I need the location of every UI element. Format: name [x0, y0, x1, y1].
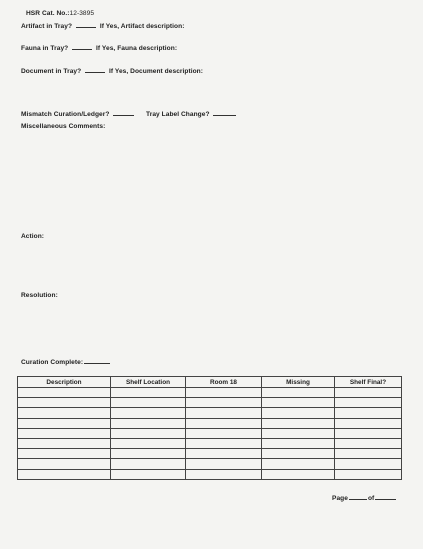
inventory-table	[17, 376, 402, 480]
document-description-label: If Yes, Document description:	[108, 68, 204, 75]
table-cell-room-18[interactable]	[186, 398, 262, 408]
table-cell-description[interactable]	[18, 408, 111, 418]
table-cell-description[interactable]	[18, 469, 111, 479]
resolution-label: Resolution:	[21, 292, 58, 299]
page-total-blank[interactable]	[375, 493, 396, 500]
table-cell-description[interactable]	[18, 438, 111, 448]
table-cell-shelf-final[interactable]	[335, 449, 402, 459]
fauna-in-tray-blank[interactable]	[72, 43, 92, 50]
column-header-room-18: Room 18	[186, 377, 262, 388]
table-cell-shelf-final[interactable]	[335, 418, 402, 428]
table-cell-missing[interactable]	[262, 408, 335, 418]
table-cell-shelf-location[interactable]	[111, 438, 186, 448]
artifact-description-label: If Yes, Artifact description:	[99, 23, 185, 30]
table-cell-room-18[interactable]	[186, 438, 262, 448]
column-header-shelf-final: Shelf Final?	[335, 377, 402, 388]
tray-label-change-blank[interactable]	[213, 109, 236, 116]
document-in-tray-blank[interactable]	[85, 66, 105, 73]
page-label: Page	[332, 495, 348, 502]
table-cell-shelf-final[interactable]	[335, 388, 402, 398]
page-number-blank[interactable]	[349, 493, 367, 500]
table-cell-missing[interactable]	[262, 398, 335, 408]
table-cell-missing[interactable]	[262, 438, 335, 448]
table-cell-shelf-location[interactable]	[111, 469, 186, 479]
misc-comments-label: Miscellaneous Comments:	[21, 123, 106, 130]
table-row	[18, 398, 402, 408]
table-cell-missing[interactable]	[262, 459, 335, 469]
action-label: Action:	[21, 233, 45, 240]
table-cell-description[interactable]	[18, 398, 111, 408]
curation-complete-label: Curation Complete:	[21, 359, 84, 366]
column-header-missing: Missing	[262, 377, 335, 388]
table-cell-missing[interactable]	[262, 469, 335, 479]
catalog-value: 12-3895	[69, 10, 95, 17]
table-row	[18, 428, 402, 438]
catalog-number-line	[26, 10, 94, 17]
table-row	[18, 418, 402, 428]
table-cell-shelf-location[interactable]	[111, 418, 186, 428]
table-body	[18, 388, 402, 480]
artifact-in-tray-label: Artifact in Tray?	[21, 23, 73, 30]
table-cell-room-18[interactable]	[186, 428, 262, 438]
table-cell-shelf-final[interactable]	[335, 469, 402, 479]
table-cell-room-18[interactable]	[186, 418, 262, 428]
table-cell-missing[interactable]	[262, 449, 335, 459]
column-header-description: Description	[18, 377, 111, 388]
table-cell-room-18[interactable]	[186, 449, 262, 459]
table-cell-missing[interactable]	[262, 388, 335, 398]
document-row	[21, 66, 203, 75]
table-cell-description[interactable]	[18, 459, 111, 469]
table-cell-shelf-location[interactable]	[111, 398, 186, 408]
table-cell-shelf-final[interactable]	[335, 398, 402, 408]
table-cell-room-18[interactable]	[186, 408, 262, 418]
table-cell-description[interactable]	[18, 449, 111, 459]
table-cell-room-18[interactable]	[186, 469, 262, 479]
document-in-tray-label: Document in Tray?	[21, 68, 82, 75]
table-cell-shelf-location[interactable]	[111, 408, 186, 418]
fauna-row	[21, 43, 177, 52]
curation-complete-line	[21, 357, 112, 366]
mismatch-blank[interactable]	[113, 109, 134, 116]
catalog-label: HSR Cat. No.:	[26, 10, 70, 17]
table-cell-description[interactable]	[18, 428, 111, 438]
tray-label-change-line	[146, 109, 238, 118]
table-cell-room-18[interactable]	[186, 388, 262, 398]
column-header-shelf-location: Shelf Location	[111, 377, 186, 388]
tray-label-change-label: Tray Label Change?	[146, 111, 210, 118]
page-number-line	[332, 493, 396, 502]
mismatch-line	[21, 109, 136, 118]
table-row	[18, 408, 402, 418]
table-row	[18, 459, 402, 469]
table-cell-description[interactable]	[18, 418, 111, 428]
table-cell-description[interactable]	[18, 388, 111, 398]
table-cell-shelf-final[interactable]	[335, 459, 402, 469]
table-row	[18, 388, 402, 398]
artifact-row	[21, 21, 184, 30]
table-cell-shelf-final[interactable]	[335, 438, 402, 448]
table-row	[18, 449, 402, 459]
table-cell-missing[interactable]	[262, 418, 335, 428]
curation-complete-blank[interactable]	[84, 357, 110, 364]
table-row	[18, 438, 402, 448]
fauna-in-tray-label: Fauna in Tray?	[21, 45, 69, 52]
table-cell-shelf-location[interactable]	[111, 428, 186, 438]
table-cell-shelf-final[interactable]	[335, 408, 402, 418]
table-cell-room-18[interactable]	[186, 459, 262, 469]
table-cell-shelf-location[interactable]	[111, 449, 186, 459]
table-cell-shelf-location[interactable]	[111, 459, 186, 469]
table-cell-missing[interactable]	[262, 428, 335, 438]
table-cell-shelf-location[interactable]	[111, 388, 186, 398]
table-cell-shelf-final[interactable]	[335, 428, 402, 438]
mismatch-label: Mismatch Curation/Ledger?	[21, 111, 110, 118]
table-header-row	[18, 377, 402, 388]
artifact-in-tray-blank[interactable]	[76, 21, 96, 28]
table-row	[18, 469, 402, 479]
of-label: of	[367, 495, 375, 502]
fauna-description-label: If Yes, Fauna description:	[96, 45, 178, 52]
